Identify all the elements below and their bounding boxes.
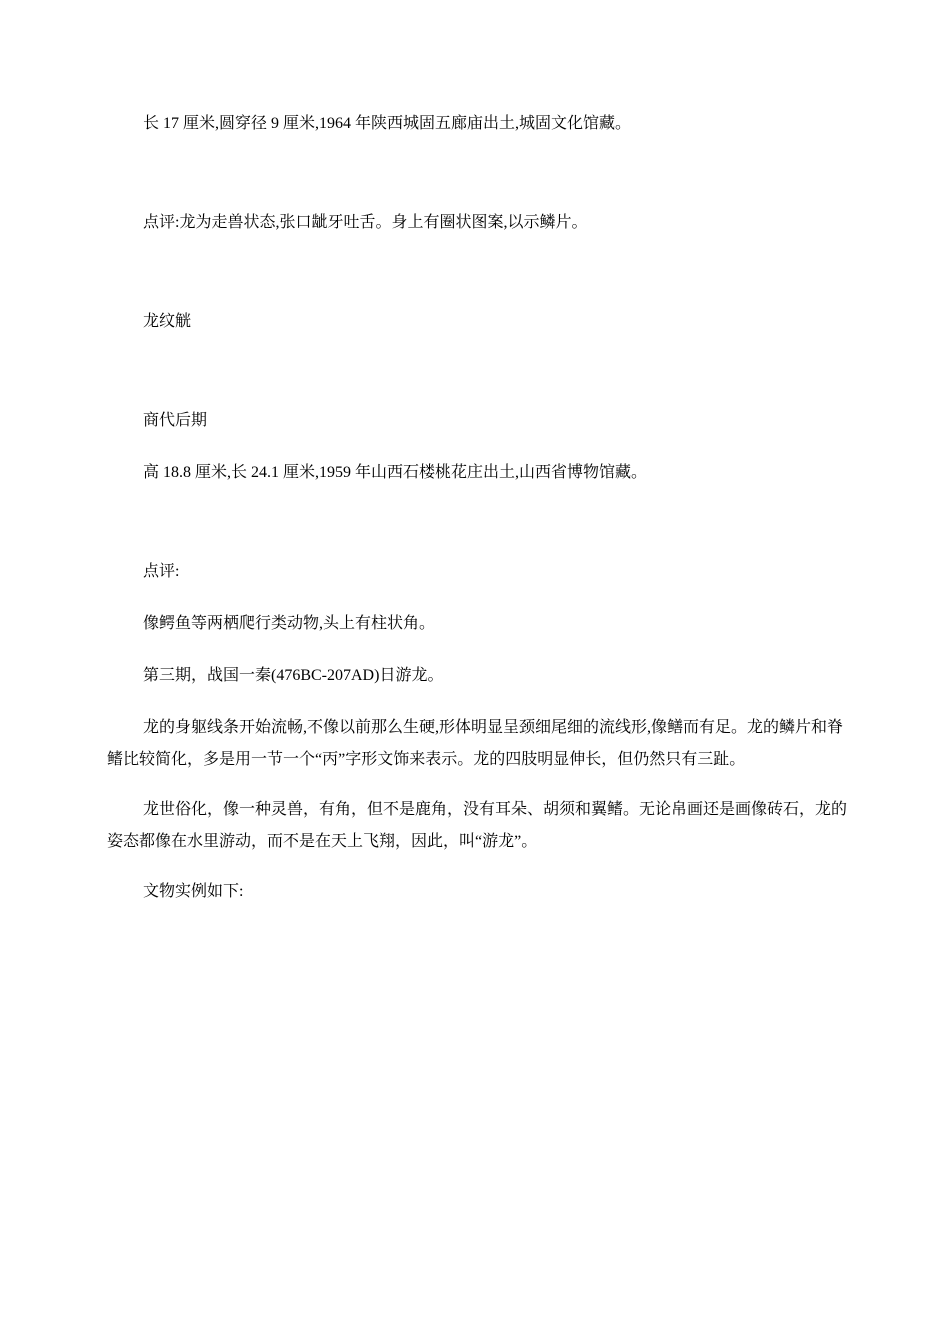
period-heading: 第三期，战国一秦(476BC-207AD)日游龙。 <box>143 667 444 684</box>
body-paragraph: 龙世俗化，像一种灵兽，有角，但不是鹿角，没有耳朵、胡须和翼鳍。无论帛画还是画像砖石，龙的姿态都像在水里游动，而不是在天上飞翔，因此，叫“游龙”。 <box>107 801 848 850</box>
examples-intro-line: 文物实例如下: <box>143 883 244 900</box>
commentary-paragraph: 像鳄鱼等两栖爬行类动物,头上有柱状角。 <box>143 615 436 632</box>
artifact-dimensions-paragraph: 高 18.8 厘米,长 24.1 厘米,1959 年山西石楼桃花庄出土,山西省博物馆藏。 <box>143 464 648 481</box>
commentary-label: 点评: <box>143 563 180 580</box>
commentary-paragraph: 点评:龙为走兽状态,张口龇牙吐舌。身上有圈状图案,以示鳞片。 <box>143 214 588 231</box>
body-paragraph: 龙的身躯线条开始流畅,不像以前那么生硬,形体明显呈颈细尾细的流线形,像鳝而有足。龙的鳞片和脊鳍比较简化，多是用一节一个“丙”字形文饰来表示。龙的四肢明显伸长，但仍然只有三趾。 <box>107 719 844 768</box>
artifact-dimensions-paragraph: 长 17 厘米,圆穿径 9 厘米,1964 年陕西城固五廊庙出土,城固文化馆藏。 <box>143 115 632 132</box>
artifact-name-heading: 龙纹觥 <box>143 313 192 330</box>
artifact-period-line: 商代后期 <box>143 412 208 429</box>
